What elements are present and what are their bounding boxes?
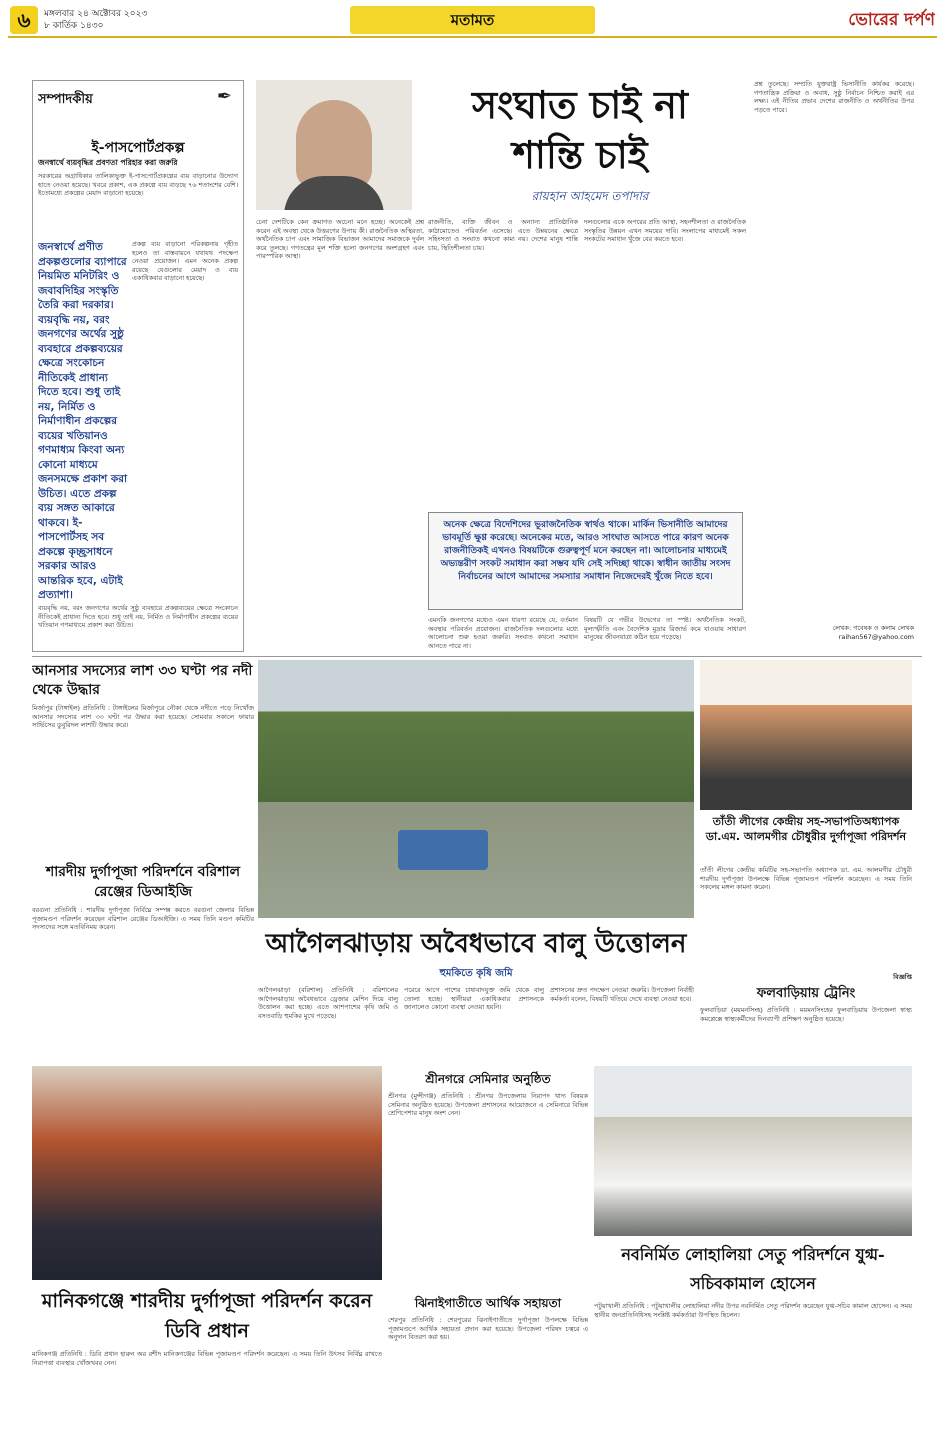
fulbaria-body: ফুলবাড়িয়া (ময়মনসিংহ) প্রতিনিধি : ময়মনসিংহের ফুলবাড়িয়ায় উপজেলা স্বাস্থ্য কমপ্লেক্সে স্বাস্থ্যকর্মীদের দিনব্যাপী প্রশিক্ষণ অনুষ্ঠিত হয়েছে। (700, 1006, 912, 1023)
editorial-body: প্রকল্প ব্যয় বাড়ানো পরিকল্পনায় গৃহীত হলেও তা বাস্তবায়নে যথাযথ পদক্ষেপ নেওয়া প্রয়োজন। এমন অনেক প্রকল্প রয়েছে যেগুলোর মেয়াদ ও ব্যয় একাধিকবার বাড়ানো হয়েছে। (132, 240, 238, 283)
seminar-body: শ্রীনগর (মুন্সীগঞ্জ) প্রতিনিধি : শ্রীনগর উপজেলায় নিরাপদ খাদ্য বিষয়ক সেমিনার অনুষ্ঠিত হয়েছে। উপজেলা প্রশাসনের আয়োজনে এ সেমিনারে বিভিন্ন শ্রেণিপেশার মানুষ অংশ নেন। (388, 1092, 588, 1118)
editorial-header (38, 88, 238, 110)
tati-byline: বিজ্ঞপ্তি (893, 973, 912, 981)
barishal-headline: শারদীয় দুর্গাপূজা পরিদর্শনে বরিশাল রেঞ্জের ডিআইজি (45, 864, 241, 900)
balu-subheadline: হুমকিতে কৃষি জমি (439, 968, 513, 979)
author-note: লেখক: গবেষক ও কলাম লেখক (832, 624, 914, 632)
author-email: raihan567@yahoo.com (838, 633, 914, 641)
opinion-footer (754, 624, 914, 650)
manikganj-headline: মানিকগঞ্জে শারদীয় দুর্গাপূজা পরিদর্শন করেন ডিবি প্রধান (41, 1290, 373, 1342)
tati-league-photo (700, 660, 912, 810)
divider (32, 656, 922, 657)
manikganj-photo (32, 1066, 382, 1280)
opinion-author: রায়হান আহমেদ তপাদার (531, 189, 649, 203)
opinion-headline-line2: শান্তি চাই (512, 132, 648, 177)
jhinaigati-headline: ঝিনাইগাতীতে আর্থিক সহায়তা (414, 1296, 562, 1310)
opinion-column-4: প্রশ্ন তুলেছে। সম্প্রতি যুক্তরাষ্ট্র ভিসানীতি কার্যকর করেছে। গণতান্ত্রিক প্রক্রিয়া ও অবাধ, সুষ্ঠু নির্বাচন নিশ্চিত করাই এর লক্ষ্য। এই নীতির প্রভাব দেশের রাজনীতি ও অর্থনীতির উপর পড়তে পারে। (754, 80, 914, 114)
tati-headline: তাঁতী লীগের কেন্দ্রীয় সহ-সভাপতিঅধ্যাপক ডা.এম. আলমগীর চৌধুরীর দুর্গাপূজা পরিদর্শন (705, 815, 907, 843)
opinion-column-3b: বিষয়টি যে গভীর উদ্বেগের তা স্পষ্ট। অর্থনৈতিক সংকট, মূল্যস্ফীতি এবং বৈদেশিক মুদ্রার রিজার্ভ কমে যাওয়ায় সাধারণ মানুষের জীবনযাত্রা কঠিন হয়ে পড়েছে। (584, 616, 746, 642)
opinion-column-3: দলগুলোর একে অপরের প্রতি আস্থা, সহনশীলতা ও রাজনৈতিক সংস্কৃতির উন্নয়ন এখন সময়ের দাবি। সংলাপের মাধ্যমেই সকল সংকটের সমাধান খুঁজে বের করতে হবে। (584, 218, 746, 244)
jhinaigati-body: শেরপুর প্রতিনিধি : শেরপুরের ঝিনাইগাতীতে দুর্গাপূজা উপলক্ষে বিভিন্ন পূজামণ্ডপে আর্থিক সহায়তা প্রদান করা হয়েছে। উপজেলা পরিষদ চত্বরে এ অনুদান বিতরণ করা হয়। (388, 1316, 588, 1342)
page-number: ৬ (10, 6, 38, 34)
ansar-headline: আনসার সদস্যের লাশ ৩৩ ঘণ্টা পর নদী থেকে উদ্ধার (32, 663, 253, 698)
manikganj-body: মানিকগঞ্জ প্রতিনিধি : ডিবি প্রধান হারুন অর রশীদ মানিকগঞ্জের বিভিন্ন পূজামণ্ডপ পরিদর্শন করেছেন। এ সময় তিনি উৎসব নির্বিঘ্ন রাখতে নিরাপত্তা ব্যবস্থার খোঁজখবর নেন। (32, 1350, 382, 1367)
newspaper-logo: ভোরের দর্পণ (848, 10, 935, 30)
fulbaria-headline: ফলবাড়িয়ায় ট্রেনিং (756, 986, 856, 1001)
ansar-body: মির্জাপুর (টাঙ্গাইল) প্রতিনিধি : টাঙ্গাইলের মির্জাপুরে নৌকা থেকে নদীতে পড়ে নিখোঁজ আনসার সদস্যের লাশ ৩৩ ঘণ্টা পর উদ্ধার করা হয়েছে। সোমবার সকালে ফায়ার সার্ভিসের ডুবুরিদল লাশটি উদ্ধার করে। (32, 704, 254, 730)
editorial-label: সম্পাদকীয় (38, 92, 93, 107)
lohalia-headline: নবনির্মিত লোহালিয়া সেতু পরিদর্শনে যুগ্ম-সচিবকামাল হোসেন (621, 1245, 885, 1293)
barishal-body: বরগুনা প্রতিনিধি : শারদীয় দুর্গাপূজা নির্বিঘ্নে সম্পন্ন করতে বরগুনা জেলার বিভিন্ন পূজামণ্ডপ পরিদর্শন করেছেন বরিশাল রেঞ্জের ডিআইজি। এ সময় তিনি মণ্ডপ কমিটির সদস্যদের সঙ্গে মতবিনিময় করেন। (32, 906, 254, 932)
editorial-intro: সরকারের অগ্রাধিকার তালিকাভুক্ত ই-পাসপোর্টপ্রকল্পের ব্যয় বাড়ানোর উদ্যোগ হাতে নেওয়া হয়েছে। খবরে প্রকাশ, এক প্রকল্পে ব্যয় বাড়ছে ৭৬ শতাংশের বেশি। ইতোমধ্যে প্রকল্পের মেয়াদ বাড়ানো হয়েছে। (38, 172, 238, 198)
editorial-tail: ব্যয়বৃদ্ধি নয়, বরং জনগণের অর্থের সুষ্ঠু ব্যবহারে প্রকল্পব্যয়ের ক্ষেত্রে সংকোচন নীতিকেই প্রাধান্য দিতে হবে। শুধু তাই নয়, নির্মিত ও নির্মাণাধীন প্রকল্পের ব্যয়ের খতিয়ান গণমাধ্যমে প্রকাশ করা উচিত। (38, 604, 238, 630)
date-english: মঙ্গলবার ২৪ অক্টোবর ২০২৩ (44, 9, 148, 19)
balu-body-2: পরেরে আগে পাশের চাষাবাদযুক্ত জমি থেকে বালু তোলা হচ্ছে। স্থানীয়রা একাধিকবার প্রশাসনকে জানালেও কোনো ব্যবস্থা নেওয়া হয়নি। (404, 986, 544, 1012)
section-title: মতামত (350, 6, 595, 34)
balu-headline: আগৈলঝাড়ায় অবৈধভাবে বালু উত্তোলন (265, 929, 687, 959)
opinion-highlight-quote: অনেক ক্ষেত্রে বিদেশিদের ভূরাজনৈতিক স্বার্থও থাকে। মার্কিন ভিসানীতি আমাদের ভাবমূর্তি ক্ষুণ্ণ করেছে। অনেকের মতে, আরও সাংঘাত আসতে পারে কারণ অনেক রাজনীতিকই এখনও বিষয়টিকে গুরুত্বপূর্ণ মনে করছেন না। আলোচনার মাধ্যমেই অভ্যন্তরীণ সংকট সমাধান করা সম্ভব যদি সেই সদিচ্ছা থাকে। স্বাধীন জাতীয় সংসদ নির্বাচনের আগে আমাদের সমস্যার সমাধান নিজেদেরই খুঁজে নিতে হবে। (428, 512, 743, 610)
opinion-column-2: রাজনীতি, ব্যক্তি জীবন ও অন্যান্য প্রাতিষ্ঠানিক কাঠামোতেও পরিবর্তন এসেছে। এতে উন্নয়নের ক্ষেত্রে সহিংসতা ও সংঘাত কখনো কাম্য নয়। দেশের মানুষ শান্তি চায়, স্থিতিশীলতা চায়। (428, 218, 578, 252)
lohalia-bridge-photo (594, 1066, 912, 1236)
date-bangla: ৮ কার্তিক ১৪৩০ (44, 21, 104, 31)
date-block (44, 8, 244, 36)
editorial-pull-quote: জনস্বার্থে প্রণীত প্রকল্পগুলোর ব্যাপারে নিয়মিত মনিটরিং ও জবাবদিহির সংস্কৃতি তৈরি করা দরকার। ব্যয়বৃদ্ধি নয়, বরং জনগণের অর্থের সুষ্ঠু ব্যবহারে প্রকল্পব্যয়ের ক্ষেত্রে সংকোচন নীতিকেই প্রাধান্য দিতে হবে। শুধু তাই নয়, নির্মিত ও নির্মাণাধীন প্রকল্পের ব্যয়ের খতিয়ানও গণমাধ্যম কিংবা অন্য কোনো মাধ্যমে জনসমক্ষে প্রকাশ করা উচিত। এতে প্রকল্প ব্যয় সঙ্গত আকারে থাকবে। ই-পাসপোর্টসহ সব প্রকল্পে কৃচ্ছ্রসাধনে সরকার আরও আন্তরিক হবে, এটাই প্রত্যাশা। (38, 241, 128, 600)
author-photo (256, 80, 412, 210)
editorial-title: ই-পাসপোর্টপ্রকল্প (91, 140, 185, 156)
sand-extraction-photo (258, 660, 694, 918)
opinion-headline-line1: সংঘাত চাই না (472, 82, 688, 127)
lohalia-body: পটুয়াখালী প্রতিনিধি : পটুয়াখালীর লোহালিয়া নদীর উপর নবনির্মিত সেতু পরিদর্শন করেছেন যুগ্ম-সচিব কামাল হোসেন। এ সময় স্থানীয় জনপ্রতিনিধিসহ সংশ্লিষ্ট কর্মকর্তারা উপস্থিত ছিলেন। (594, 1302, 912, 1319)
pen-icon: ✒ (216, 88, 232, 107)
opinion-column-2b: এমনকি জনগণের মধ্যেও এমন ধারণা রয়েছে যে, বর্তমান অবস্থার পরিবর্তন প্রয়োজন। রাজনৈতিক দলগুলোর মধ্যে আলোচনা শুরু হওয়া জরুরি। সংঘাত কখনো সমাধান আনতে পারে না। (428, 616, 578, 650)
seminar-headline: শ্রীনগরে সেমিনার অনুষ্ঠিত (425, 1072, 551, 1086)
balu-body-3: প্রশাসনের দ্রুত পদক্ষেপ নেওয়া জরুরি। উপজেলা নির্বাহী কর্মকর্তা বলেন, বিষয়টি খতিয়ে দেখে ব্যবস্থা নেওয়া হবে। (550, 986, 694, 1003)
editorial-subtitle: জনস্বার্থে ব্যয়বৃদ্ধির প্রবণতা পরিহার করা জরুরি (38, 158, 178, 167)
balu-body-1: আগৈলঝাড়া (বরিশাল) প্রতিনিধি : বরিশালের আগৈলঝাড়ায় অবৈধভাবে ড্রেজার মেশিন দিয়ে বালু উত্তোলন করা হচ্ছে। এতে আশপাশের কৃষি জমি ও বসতবাড়ি হুমকির মুখে পড়েছে। (258, 986, 398, 1020)
opinion-column-1: চেনা দেশটিকে কেন ক্রমাগত অচেনা মনে হচ্ছে। অনেকেই প্রশ্ন করেন এই অবস্থা থেকে উত্তরণের উপায় কী। রাজনৈতিক অস্থিরতা, অর্থনৈতিক চাপ এবং সামাজিক বিভাজন আমাদের সমাজকে দুর্বল করে তুলছে। গণতন্ত্রের মূল শক্তি হলো জনগণের অংশগ্রহণ এবং পারস্পরিক আস্থা। (256, 218, 424, 261)
tati-body: তাঁতী লীগের কেন্দ্রীয় কমিটির সহ-সভাপতি অধ্যাপক ডা. এম. আলমগীর চৌধুরী শারদীয় দুর্গাপূজা উপলক্ষে বিভিন্ন পূজামণ্ডপ পরিদর্শন করেছেন। এ সময় তিনি সকলের মঙ্গল কামনা করেন। (700, 866, 912, 892)
